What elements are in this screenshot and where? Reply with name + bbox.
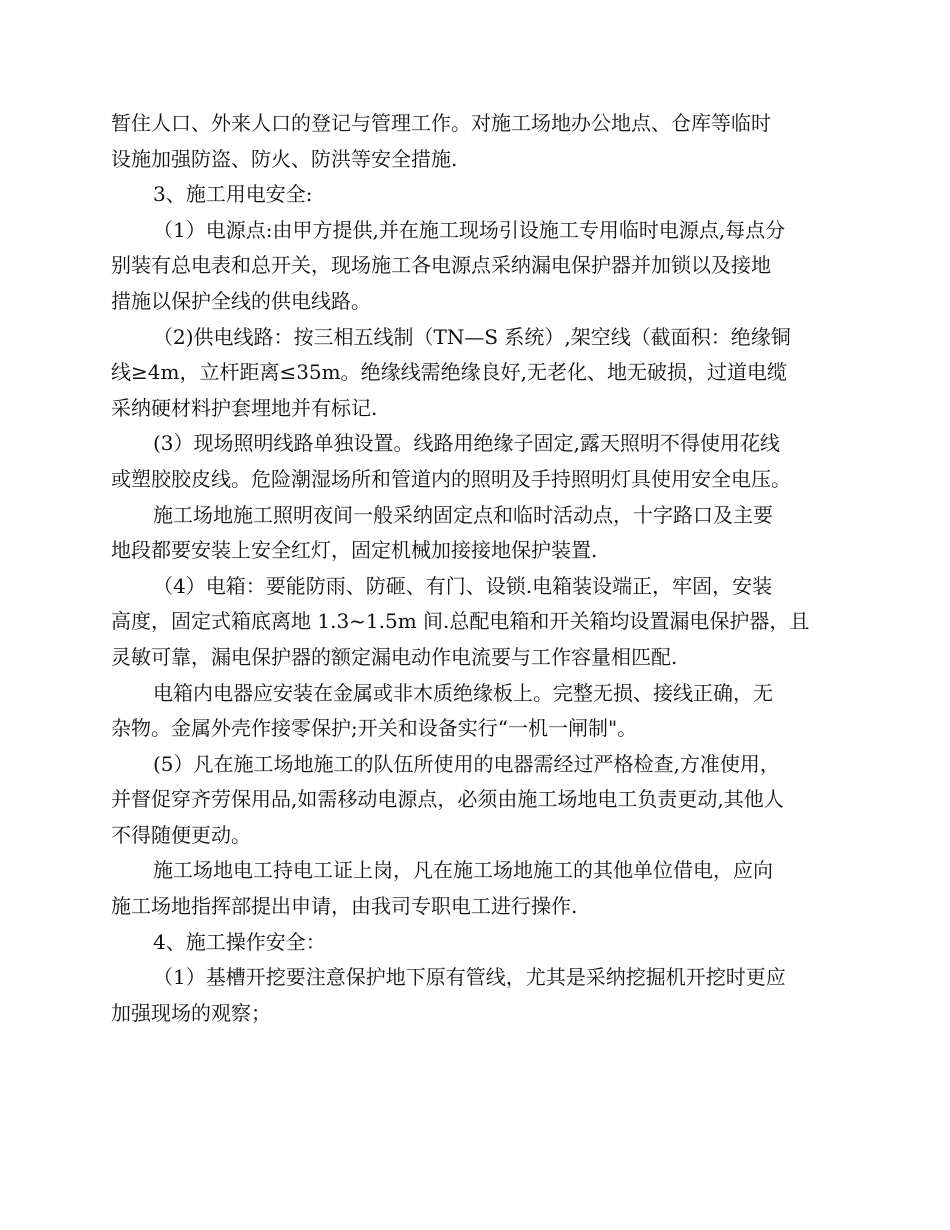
paragraph (111, 747, 843, 854)
text-line: （4）电箱：要能防雨、防砸、有门、设锁.电箱装设端正，牢固，安装 (153, 573, 773, 598)
text-line: 杂物。金属外壳作接零保护;开关和设备实行“一机一闸制"。 (111, 716, 638, 741)
paragraph (111, 498, 843, 569)
text-line: 或塑胶胶皮线。危险潮湿场所和管道内的照明及手持照明灯具使用安全电压。 (111, 466, 791, 491)
text-line: （1）基槽开挖要注意保护地下原有管线，尤其是采纳挖掘机开挖时更应 (153, 965, 786, 990)
text-line: 4、施工操作安全： (153, 929, 326, 954)
text-line: （1）电源点:由甲方提供,并在施工现场引设施工专用临时电源点,每点分 (153, 217, 786, 242)
text-line: 暂住人口、外来人口的登记与管理工作。对施工场地办公地点、仓库等临时 (111, 111, 771, 135)
text-line: 3、施工用电安全: (153, 182, 313, 207)
text-line: 高度，固定式箱底离地 1.3~1.5m 间.总配电箱和开关箱均设置漏电保护器，且 (111, 609, 810, 634)
document-body (111, 106, 843, 1031)
text-line: 灵敏可靠，漏电保护器的额定漏电动作电流要与工作容量相匹配. (111, 644, 678, 669)
text-line: 施工场地施工照明夜间一般采纳固定点和临时活动点，十字路口及主要 (153, 502, 773, 527)
paragraph (111, 925, 843, 961)
paragraph (111, 177, 843, 213)
paragraph (111, 853, 843, 924)
text-line: 不得随便更动。 (111, 822, 251, 847)
text-line: 地段都要安装上安全红灯，固定机械加接接地保护装置. (111, 538, 598, 563)
text-line: 加强现场的观察； (111, 1000, 271, 1025)
text-line: 电箱内电器应安装在金属或非木质绝缘板上。完整无损、接线正确，无 (153, 680, 773, 705)
text-line: 采纳硬材料护套埋地并有标记. (111, 395, 378, 420)
text-line: (3）现场照明线路单独设置。线路用绝缘子固定,露天照明不得使用花线 (153, 431, 780, 456)
text-line: 别装有总电表和总开关，现场施工各电源点采纳漏电保护器并加锁以及接地 (111, 253, 771, 278)
paragraph (111, 676, 843, 747)
text-line: 施工场地电工持电工证上岗，凡在施工场地施工的其他单位借电，应向 (153, 858, 773, 883)
paragraph (111, 213, 843, 320)
text-line: 措施以保护全线的供电线路。 (111, 288, 371, 313)
paragraph (111, 320, 843, 427)
text-line: （2)供电线路：按三相五线制（TN—S 系统）,架空线（截面积：绝缘铜 (153, 324, 791, 349)
paragraph (111, 569, 843, 676)
text-line: 并督促穿齐劳保用品,如需移动电源点，必须由施工场地电工负责更动,其他人 (111, 787, 784, 812)
paragraph (111, 426, 843, 497)
text-line: 线≥4m，立杆距离≤35m。绝缘线需绝缘良好,无老化、地无破损，过道电缆 (111, 360, 787, 385)
paragraph (111, 106, 843, 177)
text-line: (5）凡在施工场地施工的队伍所使用的电器需经过严格检查,方准使用， (153, 751, 780, 776)
text-line: 施工场地指挥部提出申请，由我司专职电工进行操作. (111, 894, 578, 919)
text-line: 设施加强防盗、防火、防洪等安全措施. (111, 146, 458, 171)
paragraph (111, 960, 843, 1031)
